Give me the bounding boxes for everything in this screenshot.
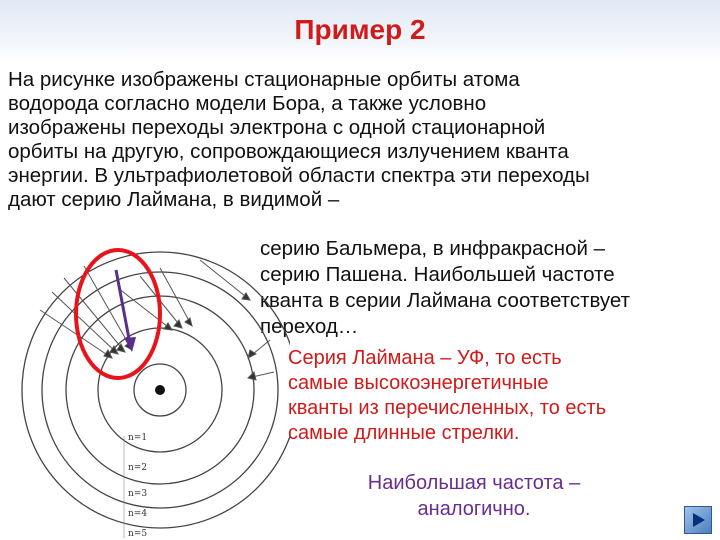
note-line: аналогично. (417, 498, 531, 520)
orbit-label: n=4 (128, 509, 148, 519)
answer-line: самые длинные стрелки. (288, 422, 520, 444)
paschen-transitions (200, 260, 274, 380)
highlight-arrow (116, 270, 130, 344)
highlight-ellipse (76, 250, 160, 378)
orbit-label: n=3 (128, 489, 148, 499)
answer-line: самые высокоэнергетичные (288, 372, 549, 394)
paragraph-line: энергии. В ультрафиолетовой области спектра эти переходы (8, 164, 590, 187)
paragraph-line: На рисунке изображены стационарные орбиты атома (8, 68, 520, 91)
paragraph-line: кванта в серии Лаймана соответствует (260, 289, 631, 312)
paragraph-line: переход… (260, 315, 359, 338)
paragraph-line: изображены переходы электрона с одной стационарной (8, 116, 546, 139)
orbit-label: n=1 (128, 433, 148, 443)
note-text (334, 470, 614, 522)
paragraph-line: дают серию Лаймана, в видимой – (8, 188, 340, 211)
note-line: Наибольшая частота – (367, 472, 581, 494)
problem-paragraph (8, 68, 706, 212)
answer-line: Серия Лаймана – УФ, то есть (288, 347, 562, 369)
paragraph-line: водорода согласно модели Бора, а также условно (8, 92, 487, 115)
play-next-icon (689, 511, 707, 529)
paragraph-line: серию Бальмера, в инфракрасной – (260, 237, 606, 260)
answer-line: кванты из перечисленных, то есть (288, 397, 607, 419)
orbit-label: n=5 (128, 529, 148, 539)
paragraph-line: серию Пашена. Наибольшей частоте (260, 263, 615, 286)
slide-title: Пример 2 (294, 14, 426, 45)
answer-text (288, 346, 668, 446)
paragraph-line: орбиты на другую, сопровождающиеся излучением кванта (8, 140, 569, 163)
bohr-orbits-diagram (0, 240, 290, 540)
problem-paragraph-continued (260, 236, 706, 340)
orbit-label: n=2 (128, 463, 148, 473)
highlight-arrow-head (124, 337, 136, 352)
nucleus (155, 385, 165, 395)
next-slide-button[interactable] (684, 506, 712, 534)
